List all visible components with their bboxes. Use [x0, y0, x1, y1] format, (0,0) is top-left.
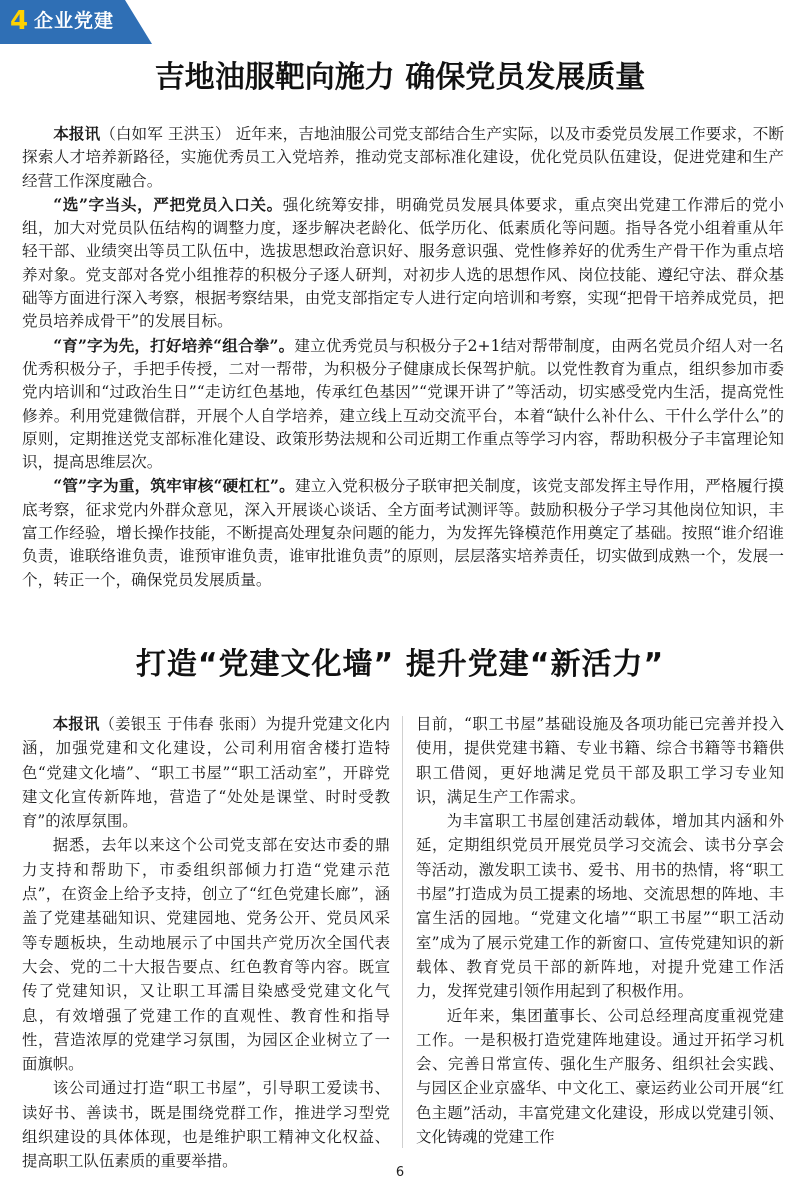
article1-paragraph-lead: “育”字为先，打好培养“组合拳”。	[53, 335, 295, 355]
article1-intro	[22, 122, 784, 193]
article1-paragraph-text: 建立入党积极分子联审把关制度，该党支部发挥主导作用，严格履行摸底考察，征求党内外群众意见，深入开展谈心谈话、全方面考试测评等。鼓励积极分子学习其他岗位知识，丰富工作经验，增长操作技能，不断提高处理复杂问题的能力，为发挥先锋模范作用奠定了基础。按照“谁介绍谁负责，谁联络谁负责，谁预审谁负责，谁审批谁负责”的原则，层层落实培养责任，切实做到成熟一个，发展一个，转正一个，确保党员发展质量。	[22, 477, 784, 589]
article2-byline: 本报讯	[52, 715, 100, 733]
article2-right-column	[416, 712, 784, 1149]
article1-paragraph	[22, 474, 784, 591]
article2-intro-text: （姜银玉 于伟春 张雨）为提升党建文化内涵，加强党建和文化建设，公司利用宿舍楼打造特色“党建文化墙”、“职工书屋”“职工活动室”，开辟党建文化宣传新阵地，营造了“处处是课堂、时时受教育”的浓厚氛围。	[22, 715, 390, 831]
section-label: 企业党建	[34, 10, 115, 32]
article2-title: 打造“党建文化墙” 提升党建“新活力”	[135, 647, 665, 682]
article2-paragraph: 该公司通过打造“职工书屋”，引导职工爱读书、读好书、善读书，既是围绕党群工作，推进学习型党组织建设的具体体现，也是维护职工精神文化权益、提高职工队伍素质的重要举措。	[22, 1079, 390, 1171]
article1-paragraph-text: 建立优秀党员与积极分子2+1结对帮带制度，由两名党员介绍人对一名优秀积极分子，手把手传授，二对一帮带，为积极分子健康成长保驾护航。以党性教育为重点，组织参加市委党内培训和“过政治生日”“走访红色基地，传承红色基因”“党课开讲了”等活动，切实感受党内生活，提高党性修养。利用党建微信群，开展个人自学培养，建立线上互动交流平台，本着“缺什么补什么、干什么学什么”的原则，定期推送党支部标准化建设、政策形势法规和公司近期工作重点等学习内容，帮助积极分子丰富理论知识，提高思维层次。	[22, 336, 784, 472]
page-number: 6	[395, 1165, 405, 1180]
article2-paragraph: 近年来，集团董事长、公司总经理高度重视党建工作。一是积极打造党建阵地建设。通过开拓学习机会、完善日常宣传、强化生产服务、组织社会实践、与园区企业京盛华、中文化工、豪运药业公司开展“红色主题”活动，丰富党建文化建设，形成以党建引领、文化铸魂的党建工作	[416, 1006, 784, 1147]
section-number: 4	[10, 6, 29, 36]
article1-paragraph	[22, 334, 784, 475]
article1-intro-text: （白如军 王洪玉） 近年来，吉地油服公司党支部结合生产实际，以及市委党员发展工作要求，不断探索人才培养新路径，实施优秀员工入党培养，推动党支部标准化建设，优化党员队伍建设，促进党建和生产经营工作深度融合。	[22, 125, 784, 190]
article1-paragraph-lead: “管”字为重，筑牢审核“硬杠杠”。	[53, 476, 295, 496]
article1-body	[22, 122, 784, 592]
article1-byline: 本报讯	[53, 124, 101, 143]
article2-paragraph: 目前，“职工书屋”基础设施及各项功能已完善并投入使用，提供党建书籍、专业书籍、综合书籍等书籍供职工借阅，更好地满足党员干部及职工学习专业知识，满足生产工作需求。	[416, 715, 784, 806]
article2-left-column	[22, 712, 390, 1174]
article2-paragraph: 据悉，去年以来这个公司党支部在安达市委的鼎力支持和帮助下，市委组织部倾力打造“党建示范点”，在资金上给予支持，创立了“红色党建长廊”，涵盖了党建基础知识、党建园地、党务公开、党员风采等专题板块，生动地展示了中国共产党历次全国代表大会、党的二十大报告要点、红色教育等内容。既宣传了党建知识，又让职工耳濡目染感受党建文化气息，有效增强了党建工作的直观性、教育性和指导性，营造浓厚的党建学习氛围，为园区企业树立了一面旗帜。	[22, 836, 390, 1074]
article1-title: 吉地油服靶向施力 确保党员发展质量	[154, 60, 646, 95]
article2-body	[22, 712, 784, 1171]
article1-paragraph-text: 强化统筹安排，明确党员发展具体要求，重点突出党建工作滞后的党小组，加大对党员队伍结构的调整力度，逐步解决老龄化、低学历化、低素质化等问题。指导各党小组着重从年轻干部、业绩突出等员工队伍中，选拔思想政治意识好、服务意识强、党性修养好的优秀生产骨干作为重点培养对象。党支部对各党小组推荐的积极分子逐人研判，对初步人选的思想作风、岗位技能、遵纪守法、群众基础等方面进行深入考察，根据考察结果，由党支部指定专人进行定向培训和考察，实现“把骨干培养成党员，把党员培养成骨干”的发展目标。	[22, 195, 784, 331]
column-divider	[402, 716, 403, 1148]
article1-paragraph-lead: “选”字当头，严把党员入口关。	[53, 194, 283, 214]
article1-paragraph	[22, 193, 784, 334]
article2-paragraph: 为丰富职工书屋创建活动载体，增加其内涵和外延，定期组织党员开展党员学习交流会、读书分享会等活动，激发职工读书、爱书、用书的热情，将“职工书屋”打造成为员工提素的场地、交流思想的阵地、丰富生活的园地。“党建文化墙”“职工书屋”“职工活动室”成为了展示党建工作的新窗口、宣传党建知识的新载体、教育党员干部的新阵地，对提升党建工作活力，发挥党建引领作用起到了积极作用。	[416, 812, 784, 1001]
article2-intro	[22, 712, 390, 833]
